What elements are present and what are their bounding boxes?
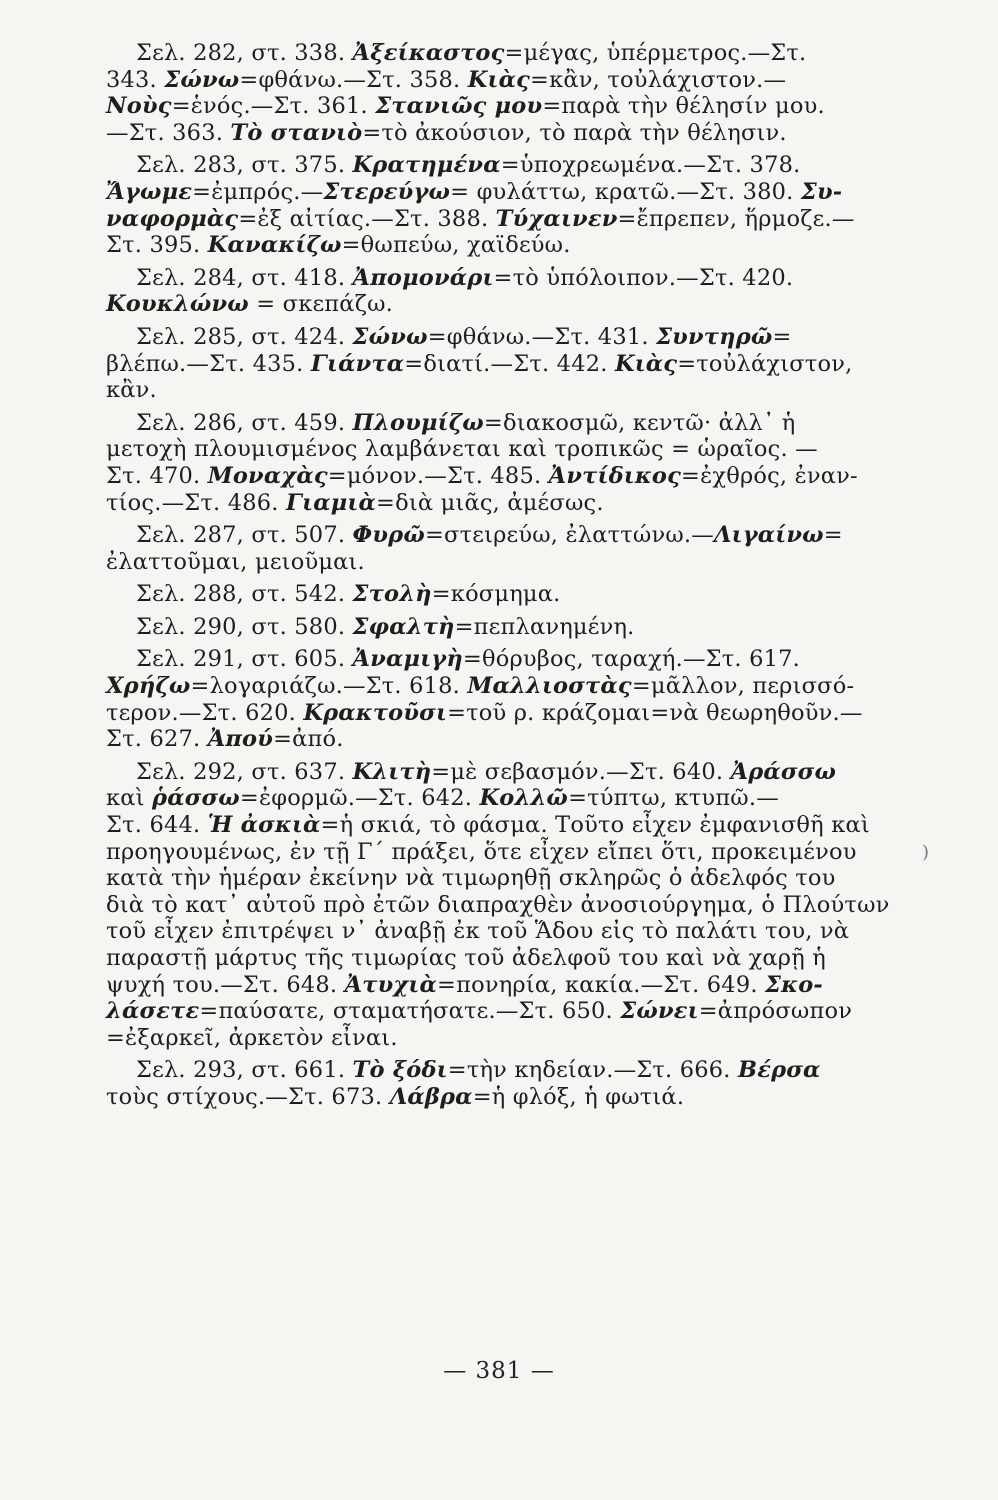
plain-text: =ἡ σκιά, τὸ φάσμα. Τοῦτο εἶχεν ἐμφανισθῆ καὶ xyxy=(320,812,870,839)
text-line xyxy=(106,490,876,517)
plain-text: Σελ. 293, στ. 661. xyxy=(136,1057,353,1084)
text-line xyxy=(106,673,876,700)
glossary-term: Κολλῶ xyxy=(479,785,569,812)
plain-text: τοῦ εἶχεν ἐπιτρέψει ν᾽ ἀναβῇ ἐκ τοῦ Ἅδου εἰς τὸ παλάτι του, νὰ xyxy=(106,918,850,945)
margin-mark: ) xyxy=(922,842,930,863)
glossary-term: Σκο- xyxy=(765,971,823,998)
plain-text: =ἔπρεπεν, ἥρμοζε.— xyxy=(617,205,855,232)
text-line xyxy=(106,646,876,673)
glossary-term: Ἀξείκαστος xyxy=(352,40,505,66)
plain-text: =μέγας, ὑπέρμετρος.—Στ. xyxy=(504,40,807,66)
plain-text: βλέπω.—Στ. 435. xyxy=(106,350,311,377)
plain-text: κατὰ τὴν ἡμέραν ἐκείνην νὰ τιμωρηθῇ σκληρῶς ὁ ἀδελφός του xyxy=(106,865,836,892)
text-line xyxy=(106,1025,876,1052)
plain-text: τοὺς στίχους.—Στ. 673. xyxy=(106,1083,390,1110)
text-line xyxy=(106,839,876,866)
plain-text: =ἐμπρός.— xyxy=(192,178,324,205)
glossary-term: Στολὴ xyxy=(352,581,432,608)
text-line xyxy=(106,152,876,179)
plain-text: =πονηρία, κακία.—Στ. 649. xyxy=(437,971,766,998)
text-line xyxy=(106,865,876,892)
glossary-term: λάσετε xyxy=(106,998,200,1025)
glossary-term: ναφορμὰς xyxy=(106,205,239,232)
glossary-term: Σφαλτὴ xyxy=(352,613,455,640)
plain-text: Στ. 395. xyxy=(106,232,208,259)
glossary-term: Κρακτοῦσι xyxy=(303,699,448,726)
text-line xyxy=(106,324,876,351)
plain-text: =παρὰ τὴν θέλησίν μου. xyxy=(542,93,825,120)
plain-text: Σελ. 287, στ. 507. xyxy=(136,522,353,549)
plain-text: = σκεπάζω. xyxy=(248,291,393,318)
plain-text: διὰ τὸ κατ᾽ αὐτοῦ πρὸ ἐτῶν διαπραχθὲν ἀνοσιούργημα, ὁ Πλούτων xyxy=(106,891,890,918)
text-line xyxy=(106,436,876,463)
plain-text: Στ. 470. xyxy=(106,462,208,489)
plain-text: ἐλαττοῦμαι, μειοῦμαι. xyxy=(106,548,365,575)
glossary-term: Μαλλιοστὰς xyxy=(467,673,632,700)
plain-text: κἂν. xyxy=(106,377,157,404)
glossary-term: Στερεύγω xyxy=(323,178,451,205)
plain-text: =μόνον.—Στ. 485. xyxy=(327,462,549,489)
plain-text: Σελ. 292, στ. 637. xyxy=(136,758,353,785)
text-line xyxy=(106,463,876,490)
glossary-term: Σώνω xyxy=(352,323,428,350)
glossary-term: Γιαμιὰ xyxy=(285,489,377,516)
plain-text: προηγουμένως, ἐν τῇ Γ´ πράξει, ὅτε εἶχεν εἴπει ὅτι, προκειμένου xyxy=(106,838,857,865)
glossary-term: Λιγαίνω xyxy=(713,522,824,549)
plain-text: =θόρυβος, ταραχή.—Στ. 617. xyxy=(462,646,801,673)
glossary-term: Στανιῶς μου xyxy=(375,93,543,120)
glossary-term: ῥάσσω xyxy=(152,785,240,812)
text-line xyxy=(106,759,876,786)
plain-text: καὶ xyxy=(106,785,153,812)
glossary-term: Τύχαινεν xyxy=(495,205,618,232)
text-line xyxy=(106,291,876,318)
plain-text: τίος.—Στ. 486. xyxy=(106,489,286,516)
plain-text: =στειρεύω, ἐλαττώνω.— xyxy=(424,522,714,549)
text-line xyxy=(106,726,876,753)
plain-text: = φυλάττω, κρατῶ.—Στ. 380. xyxy=(450,178,801,205)
glossary-term: Κιὰς xyxy=(614,350,678,377)
glossary-term: Κρατημένα xyxy=(352,152,501,179)
glossary-term: Χρήζω xyxy=(106,673,191,700)
glossary-term: Κουκλώνω xyxy=(106,291,249,318)
plain-text: Σελ. 288, στ. 542. xyxy=(136,581,353,608)
plain-text: =κόσμημα. xyxy=(431,581,561,608)
plain-text: τερον.—Στ. 620. xyxy=(106,699,304,726)
text-line xyxy=(106,351,876,378)
plain-text: =παύσατε, σταματήσατε.—Στ. 650. xyxy=(199,998,621,1025)
plain-text: = xyxy=(823,522,843,549)
text-line xyxy=(106,410,876,437)
plain-text: μετοχὴ πλουμισμένος λαμβάνεται καὶ τροπικῶς = ὡραῖος. — xyxy=(106,436,818,463)
glossary-term: Πλουμίζω xyxy=(352,409,484,436)
plain-text: =διακοσμῶ, κεντῶ· ἀλλ᾽ ἡ xyxy=(483,409,796,436)
plain-text: Σελ. 284, στ. 418. xyxy=(136,264,353,291)
text-line xyxy=(106,265,876,292)
text-line xyxy=(106,614,876,641)
glossary-term: Ἀναμιγὴ xyxy=(352,646,463,673)
glossary-term: Ἀντίδικος xyxy=(548,462,682,489)
plain-text: =τὴν κηδείαν.—Στ. 666. xyxy=(447,1057,738,1084)
page-number: — 381 — xyxy=(443,1358,555,1384)
plain-text: = xyxy=(772,323,792,350)
glossary-term: Ἡ ἀσκιὰ xyxy=(207,812,321,839)
plain-text: =ἐξ αἰτίας.—Στ. 388. xyxy=(238,205,496,232)
glossary-term: Τὸ στανιὸ xyxy=(230,119,363,146)
text-line xyxy=(106,1057,876,1084)
plain-text: =διατί.—Στ. 442. xyxy=(404,350,615,377)
glossary-term: Κιὰς xyxy=(467,66,531,93)
plain-text: =μὲ σεβασμόν.—Στ. 640. xyxy=(431,758,731,785)
text-line xyxy=(106,1084,876,1111)
glossary-term: Μοναχὰς xyxy=(207,462,328,489)
glossary-term: Συντηρῶ xyxy=(656,323,773,350)
plain-text: =ἀπό. xyxy=(273,726,344,753)
plain-text: =τύπτω, κτυπῶ.— xyxy=(568,785,779,812)
text-line xyxy=(106,206,876,233)
plain-text: =μᾶλλον, περισσό- xyxy=(631,673,855,700)
plain-text: Σελ. 286, στ. 459. xyxy=(136,409,353,436)
glossary-term: Νοὺς xyxy=(106,93,172,120)
glossary-term: Γιάντα xyxy=(310,350,405,377)
text-line xyxy=(106,179,876,206)
plain-text: Σελ. 283, στ. 375. xyxy=(136,152,353,179)
plain-text: =ἐξαρκεῖ, ἀρκετὸν εἶναι. xyxy=(106,1024,398,1051)
glossary-term: Συ- xyxy=(800,178,843,205)
text-line xyxy=(106,785,876,812)
glossary-term: Λάβρα xyxy=(389,1083,473,1110)
glossary-term: Φυρῶ xyxy=(352,522,425,549)
plain-text: —Στ. 363. xyxy=(106,119,231,146)
text-line xyxy=(106,522,876,549)
glossary-term: Βέρσα xyxy=(737,1057,821,1084)
plain-text: =πεπλανημένη. xyxy=(454,613,635,640)
plain-text: =τοὐλάχιστον, xyxy=(677,350,853,377)
plain-text: Σελ. 285, στ. 424. xyxy=(136,323,353,350)
glossary-term: Σώνω xyxy=(164,66,240,93)
text-line xyxy=(106,972,876,999)
text-line xyxy=(106,700,876,727)
plain-text: =λογαριάζω.—Στ. 618. xyxy=(190,673,468,700)
text-line xyxy=(106,67,876,94)
plain-text: =διὰ μιᾶς, ἀμέσως. xyxy=(376,489,604,516)
text-line xyxy=(106,918,876,945)
plain-text: =ἑνός.—Στ. 361. xyxy=(171,93,376,120)
plain-text: Στ. 627. xyxy=(106,726,208,753)
plain-text: Στ. 644. xyxy=(106,812,208,839)
glossary-term: Ἀπομονάρι xyxy=(352,264,494,291)
plain-text: παραστῇ μάρτυς τῆς τιμωρίας τοῦ ἀδελφοῦ του καὶ νὰ χαρῇ ἡ xyxy=(106,945,826,971)
glossary-term: Ἀπού xyxy=(207,726,274,753)
plain-text: =θωπεύω, χαϊδεύω. xyxy=(341,232,571,259)
glossary-text xyxy=(106,40,890,1111)
plain-text: =κἂν, τοὐλάχιστον.— xyxy=(530,66,787,93)
text-line xyxy=(106,232,876,259)
text-line xyxy=(106,891,890,919)
text-line xyxy=(106,120,876,147)
glossary-term: Σώνει xyxy=(620,998,699,1025)
plain-text: =ἡ φλόξ, ἡ φωτιά. xyxy=(472,1083,685,1110)
text-line xyxy=(106,812,876,839)
plain-text: 343. xyxy=(106,66,165,93)
text-line xyxy=(106,93,876,120)
plain-text: =τὸ ἀκούσιον, τὸ παρὰ τὴν θέλησιν. xyxy=(362,119,787,146)
plain-text: =φθάνω.—Στ. 431. xyxy=(427,323,657,350)
plain-text: Σελ. 282, στ. 338. xyxy=(136,40,353,66)
text-line xyxy=(106,549,876,576)
plain-text: =ὑποχρεωμένα.—Στ. 378. xyxy=(500,152,801,179)
plain-text: =φθάνω.—Στ. 358. xyxy=(239,66,468,93)
glossary-term: Ἀράσσω xyxy=(730,758,837,785)
glossary-term: Κλιτὴ xyxy=(352,758,432,785)
text-line xyxy=(106,581,876,608)
text-line xyxy=(106,40,876,67)
glossary-term: Τὸ ξόδι xyxy=(352,1057,448,1084)
plain-text: =ἀπρόσωπον xyxy=(698,998,853,1025)
plain-text: =τὸ ὑπόλοιπον.—Στ. 420. xyxy=(493,264,794,291)
text-line xyxy=(106,945,876,972)
text-line xyxy=(106,377,876,404)
plain-text: =τοῦ ρ. κράζομαι=νὰ θεωρηθοῦν.— xyxy=(447,699,863,726)
glossary-term: Ἄγωμε xyxy=(106,178,193,205)
plain-text: =ἐχθρός, ἐναν- xyxy=(681,462,858,489)
plain-text: Σελ. 291, στ. 605. xyxy=(136,646,353,673)
plain-text: Σελ. 290, στ. 580. xyxy=(136,613,353,640)
glossary-term: Ἀτυχιὰ xyxy=(344,971,438,998)
glossary-term: Κανακίζω xyxy=(207,232,342,259)
plain-text: ψυχή του.—Στ. 648. xyxy=(106,971,345,998)
plain-text: =ἐφορμῶ.—Στ. 642. xyxy=(239,785,480,812)
text-line xyxy=(106,998,876,1025)
